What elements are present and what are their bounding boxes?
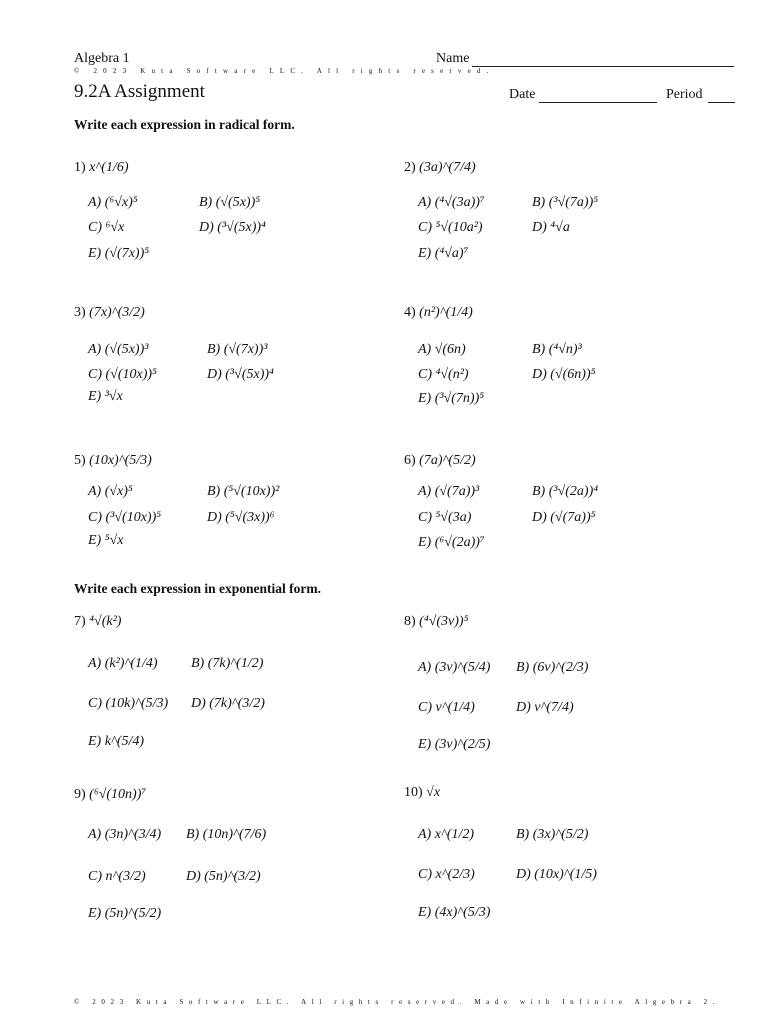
answer-option: B) (⁵√(10x))² bbox=[207, 484, 280, 499]
answer-option: B) (3x)^(5/2) bbox=[516, 827, 589, 842]
answer-option: C) (10k)^(5/3) bbox=[88, 696, 169, 711]
answer-option: C) (√(10x))⁵ bbox=[88, 367, 157, 382]
copyright-top: © 2023 Kuta Software LLC. All rights reserved. bbox=[74, 67, 495, 75]
answer-option: E) (3v)^(2/5) bbox=[418, 737, 491, 752]
answer-option: D) (³√(5x))⁴ bbox=[207, 367, 274, 382]
answer-option: A) (3v)^(5/4) bbox=[418, 660, 491, 675]
problem-expression: 5) (10x)^(5/3) bbox=[74, 453, 152, 468]
answer-option: A) (⁴√(3a))⁷ bbox=[418, 195, 485, 210]
answer-option: E) (³√(7n))⁵ bbox=[418, 391, 485, 406]
footer-copyright: © 2023 Kuta Software LLC. All rights reserved. Made with Infinite Algebra 2. bbox=[74, 998, 721, 1006]
problem-expression: 7) ⁴√(k²) bbox=[74, 614, 122, 629]
problem-expression: 6) (7a)^(5/2) bbox=[404, 453, 476, 468]
section-instruction: Write each expression in radical form. bbox=[74, 117, 295, 132]
answer-option: C) n^(3/2) bbox=[88, 869, 146, 884]
problem-expression: 9) (⁶√(10n))⁷ bbox=[74, 787, 147, 802]
answer-option: E) (√(7x))⁵ bbox=[88, 246, 150, 261]
answer-option: C) ⁵√(3a) bbox=[418, 510, 472, 525]
answer-option: D) (5n)^(3/2) bbox=[186, 869, 261, 884]
answer-option: B) (√(5x))⁵ bbox=[199, 195, 261, 210]
answer-option: D) ⁴√a bbox=[532, 220, 570, 235]
answer-option: D) (7k)^(3/2) bbox=[191, 696, 265, 711]
period-line bbox=[708, 102, 735, 103]
answer-option: B) (6v)^(2/3) bbox=[516, 660, 589, 675]
answer-option: C) x^(2/3) bbox=[418, 867, 475, 882]
answer-option: C) (³√(10x))⁵ bbox=[88, 510, 162, 525]
answer-option: C) v^(1/4) bbox=[418, 700, 475, 715]
answer-option: E) ⁵√x bbox=[88, 533, 124, 548]
answer-option: E) ³√x bbox=[88, 389, 123, 404]
answer-option: D) (√(6n))⁵ bbox=[532, 367, 596, 382]
answer-option: E) (⁴√a)⁷ bbox=[418, 246, 469, 261]
name-label: Name bbox=[436, 51, 470, 66]
problem-expression: 10) √x bbox=[404, 785, 441, 800]
answer-option: A) (√x)⁵ bbox=[88, 484, 133, 499]
answer-option: A) (√(5x))³ bbox=[88, 342, 149, 357]
answer-option: E) (5n)^(5/2) bbox=[88, 906, 162, 921]
problem-expression: 8) (⁴√(3v))⁵ bbox=[404, 614, 469, 629]
answer-option: E) (⁶√(2a))⁷ bbox=[418, 535, 485, 550]
course-name: Algebra 1 bbox=[74, 51, 130, 66]
answer-option: E) k^(5/4) bbox=[88, 734, 145, 749]
answer-option: A) (√(7a))³ bbox=[418, 484, 480, 499]
problem-expression: 2) (3a)^(7/4) bbox=[404, 160, 476, 175]
answer-option: C) ⁶√x bbox=[88, 220, 125, 235]
period-label: Period bbox=[666, 87, 703, 102]
answer-option: B) (³√(7a))⁵ bbox=[532, 195, 599, 210]
answer-option: D) v^(7/4) bbox=[516, 700, 574, 715]
answer-option: B) (³√(2a))⁴ bbox=[532, 484, 599, 499]
answer-option: D) (10x)^(1/5) bbox=[516, 867, 597, 882]
problem-expression: 3) (7x)^(3/2) bbox=[74, 305, 145, 320]
answer-option: A) x^(1/2) bbox=[418, 827, 475, 842]
answer-option: A) (⁶√x)⁵ bbox=[88, 195, 138, 210]
answer-option: B) (7k)^(1/2) bbox=[191, 656, 264, 671]
answer-option: D) (√(7a))⁵ bbox=[532, 510, 596, 525]
problem-expression: 4) (n²)^(1/4) bbox=[404, 305, 473, 320]
assignment-title: 9.2A Assignment bbox=[74, 81, 205, 102]
answer-option: D) (⁵√(3x))⁶ bbox=[207, 510, 275, 525]
answer-option: B) (10n)^(7/6) bbox=[186, 827, 267, 842]
answer-option: B) (⁴√n)³ bbox=[532, 342, 582, 357]
answer-option: B) (√(7x))³ bbox=[207, 342, 268, 357]
date-label: Date bbox=[509, 87, 536, 102]
answer-option: A) √(6n) bbox=[418, 342, 466, 357]
answer-option: A) (k²)^(1/4) bbox=[88, 656, 158, 671]
date-line bbox=[539, 102, 657, 103]
answer-option: C) ⁵√(10a²) bbox=[418, 220, 483, 235]
answer-option: C) ⁴√(n²) bbox=[418, 367, 469, 382]
section-instruction: Write each expression in exponential form. bbox=[74, 581, 321, 596]
answer-option: E) (4x)^(5/3) bbox=[418, 905, 491, 920]
problem-expression: 1) x^(1/6) bbox=[74, 160, 129, 175]
name-line bbox=[472, 66, 734, 67]
answer-option: D) (³√(5x))⁴ bbox=[199, 220, 266, 235]
answer-option: A) (3n)^(3/4) bbox=[88, 827, 162, 842]
